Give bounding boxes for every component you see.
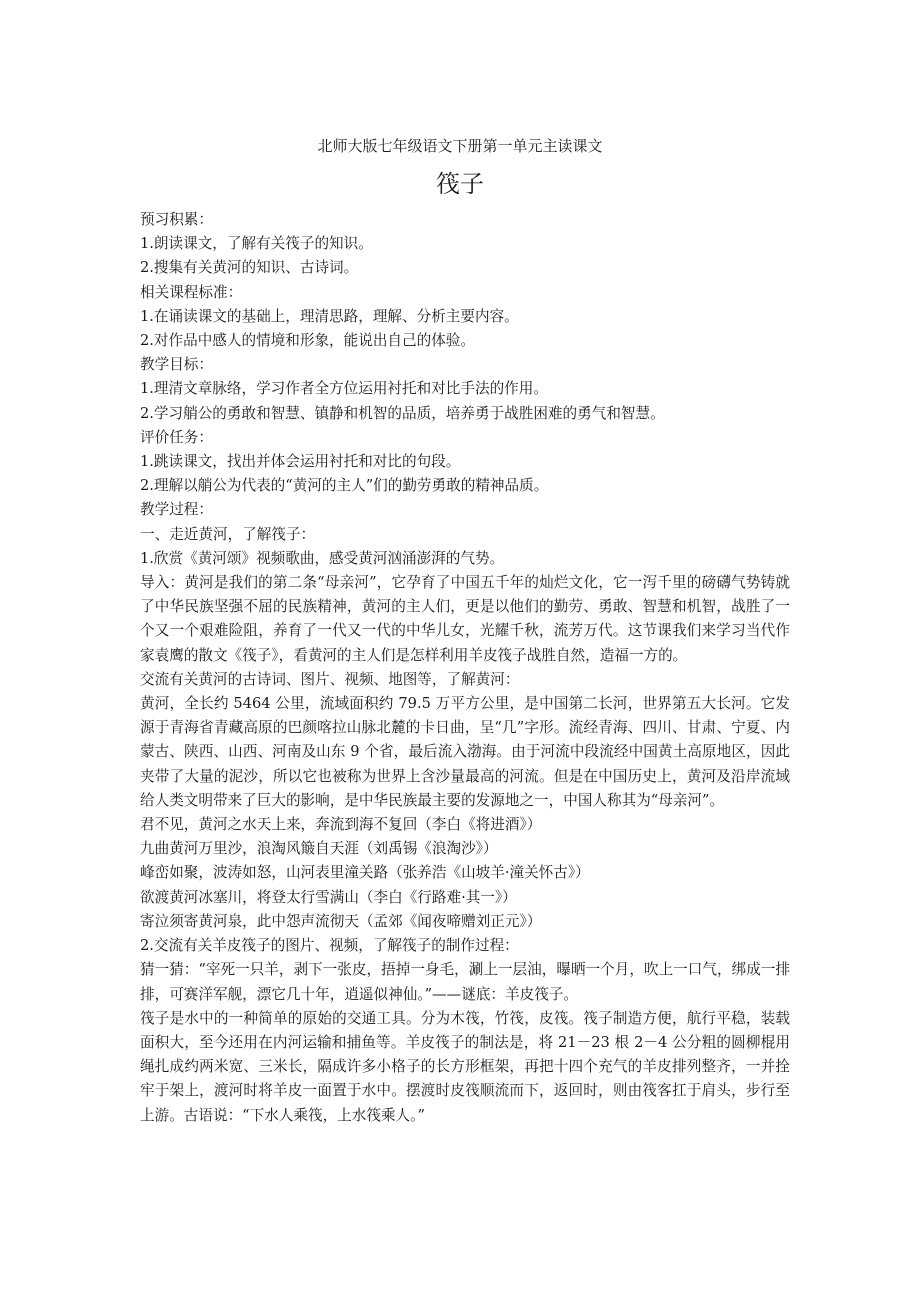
exchange-heading: 交流有关黄河的古诗词、图片、视频、地图等，了解黄河： xyxy=(140,670,520,688)
poem-line: 君不见，黄河之水天上来，奔流到海不复回（李白《将进酒》） xyxy=(140,816,542,834)
poem-line: 九曲黄河万里沙，浪淘风簸自天涯（刘禹锡《浪淘沙》） xyxy=(140,840,498,858)
raft-heading: 2.交流有关羊皮筏子的图片、视频，了解筏子的制作过程： xyxy=(140,937,519,955)
section-heading-standards: 相关课程标准： xyxy=(140,283,243,301)
preview-item-2: 2.搜集有关黄河的知识、古诗词。 xyxy=(140,259,359,277)
process-substep-1: 1.欣赏《黄河颂》视频歌曲，感受黄河汹涌澎湃的气势。 xyxy=(140,549,505,567)
poem-line: 峰峦如聚，波涛如怒，山河表里潼关路（张养浩《山坡羊·潼关怀古》） xyxy=(140,864,590,882)
tasks-item-2: 2.理解以艄公为代表的“黄河的主人”们的勤劳勇敢的精神品质。 xyxy=(140,477,549,495)
document-title: 筏子 xyxy=(436,170,484,198)
section-heading-preview: 预习积累： xyxy=(140,211,213,228)
goals-item-1: 1.理清文章脉络，学习作者全方位运用衬托和对比手法的作用。 xyxy=(140,380,548,398)
section-heading-process: 教学过程： xyxy=(140,501,213,519)
raft-paragraph: 筏子是水中的一种简单的原始的交通工具。分为木筏，竹筏，皮筏。筏子制造方便，航行平稳，装载面积大，至今还用在内河运输和捕鱼等。羊皮筏子的制法是，将 21－23 根 2－4 公分粗的圆柳棍用绳扎成约两米宽、三米长，隔成许多小格子的长方形框架，再把十四个充气的羊皮排列整齐，一并拴牢于架上，渡河时将羊皮一面置于水中。摆渡时皮筏顺流而下，返回时，则由筏客扛于肩头，步行至上游。古语说：“下水人乘筏，上水筏乘人。” xyxy=(140,1009,790,1124)
standards-item-1: 1.在诵读课文的基础上，理清思路，理解、分析主要内容。 xyxy=(140,307,519,325)
section-heading-goals: 教学目标： xyxy=(140,356,213,374)
document-body xyxy=(140,208,790,1128)
section-heading-tasks: 评价任务： xyxy=(140,428,213,446)
poem-line: 欲渡黄河冰塞川，将登太行雪满山（李白《行路难·其一》） xyxy=(140,888,517,906)
riddle-paragraph: 猜一猜：“宰死一只羊，剥下一张皮，捂掉一身毛，涮上一层油，曝晒一个月，吹上一口气，绑成一排排，可赛洋军舰，漂它几十年，逍遥似神仙。”——谜底：羊皮筏子。 xyxy=(140,961,790,1003)
standards-item-2: 2.对作品中感人的情境和形象，能说出自己的体验。 xyxy=(140,332,475,350)
goals-item-2: 2.学习艄公的勇敢和智慧、镇静和机智的品质，培养勇于战胜困难的勇气和智慧。 xyxy=(140,404,665,422)
poem-line: 寄泣须寄黄河泉，此中怨声流彻天（孟郊《闻夜啼赠刘正元》） xyxy=(140,912,542,930)
yellow-river-paragraph: 黄河，全长约 5464 公里，流域面积约 79.5 万平方公里，是中国第二长河，世界第五大长河。它发源于青海省青藏高原的巴颜喀拉山脉北麓的卡日曲，呈“几”字形。流经青海、四川、甘肃、宁夏、内蒙古、陕西、山西、河南及山东 9 个省，最后流入渤海。由于河流中段流经中国黄土高原地区，因此夹带了大量的泥沙，所以它也被称为世界上含沙量最高的河流。但是在中国历史上，黄河及沿岸流域给人类文明带来了巨大的影响，是中华民族最主要的发源地之一，中国人称其为“母亲河”。 xyxy=(140,695,790,809)
preview-item-1: 1.朗读课文，了解有关筏子的知识。 xyxy=(140,235,373,253)
intro-paragraph: 导入：黄河是我们的第二条“母亲河”，它孕育了中国五千年的灿烂文化，它一泻千里的磅礴气势铸就了中华民族坚强不屈的民族精神，黄河的主人们，更是以他们的勤劳、勇敢、智慧和机智，战胜了一个又一个艰难险阻，养育了一代又一代的中华儿女，光耀千秋，流芳万代。这节课我们来学习当代作家袁鹰的散文《筏子》，看黄河的主人们是怎样利用羊皮筏子战胜自然，造福一方的。 xyxy=(140,574,790,664)
tasks-item-1: 1.跳读课文，找出并体会运用衬托和对比的句段。 xyxy=(140,453,461,471)
process-step-1: 一、走近黄河，了解筏子： xyxy=(140,525,316,543)
document-header: 北师大版七年级语文下册第一单元主读课文 xyxy=(317,137,603,155)
